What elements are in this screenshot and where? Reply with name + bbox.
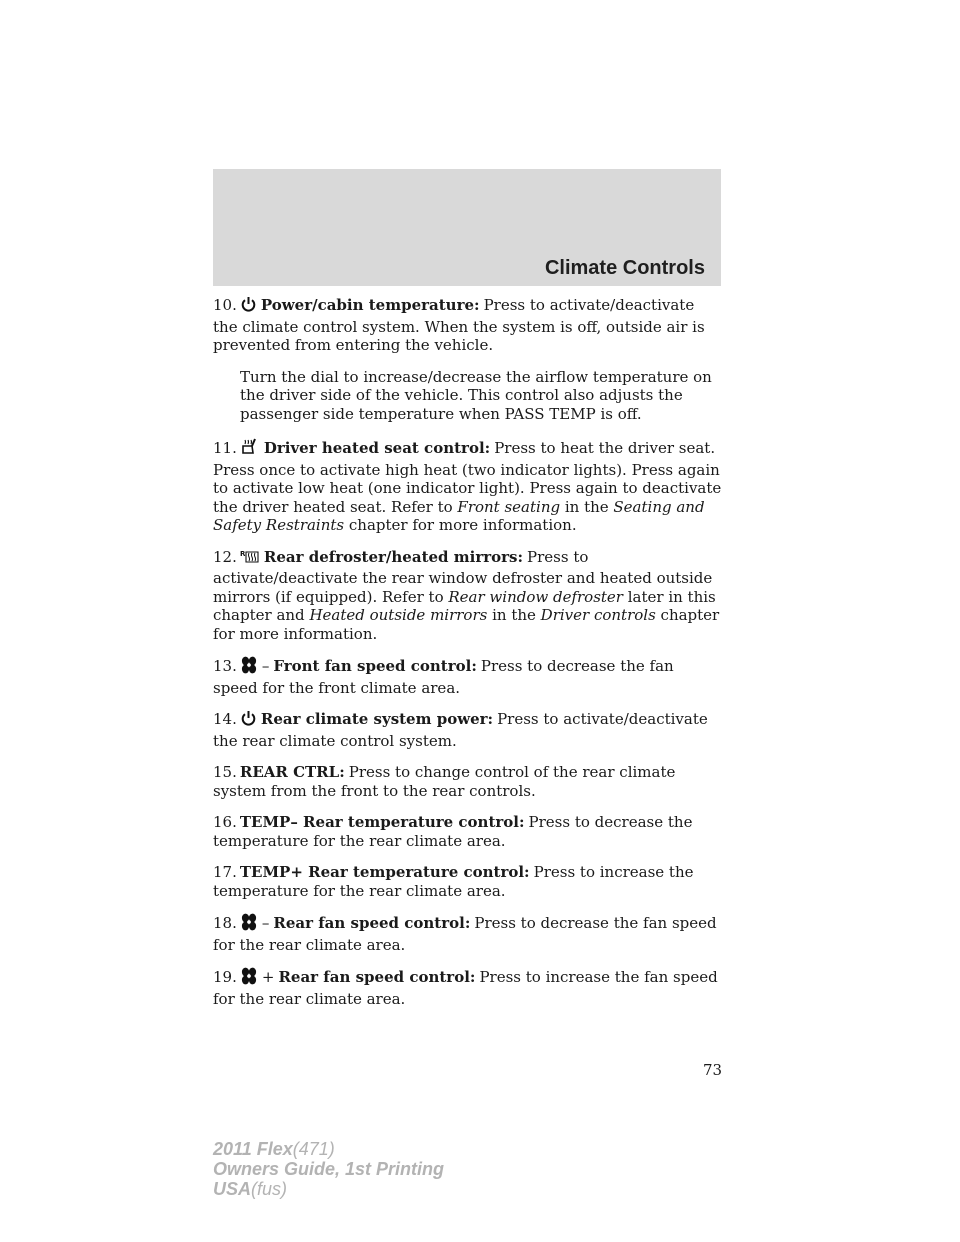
- item-text: Press to increase the temperature for the rear climate area.: [213, 863, 694, 900]
- item-number: 13.: [213, 657, 237, 675]
- fan-sign: –: [261, 914, 270, 932]
- item-text: Press to change control of the rear climate system from the front to the rear controls.: [213, 763, 676, 800]
- print-footer: [213, 1139, 444, 1199]
- item-number: 11.: [213, 439, 237, 457]
- footer-model: 2011 Flex: [213, 1139, 293, 1159]
- item-text: Press to activate/deactivate the climate control system. When the system is off, outside air is prevented from entering the vehicle.: [213, 296, 705, 354]
- cross-reference: Front seating: [457, 497, 561, 516]
- item-text: in the: [487, 606, 541, 624]
- list-item-15: [213, 763, 723, 800]
- list-item-10: [213, 296, 723, 355]
- power-icon: [240, 710, 257, 732]
- item-number: 16.: [213, 813, 237, 831]
- item-lead: Rear fan speed control:: [273, 914, 471, 932]
- fan-icon: [240, 913, 258, 936]
- item-lead: REAR CTRL:: [239, 763, 345, 781]
- item-text: Press to heat the driver seat. Press once to activate high heat (two indicator lights). Press again to activate low heat (one indicator light). Press again to deactivate the driver heated seat. Refer to: [213, 439, 722, 516]
- item-text: Press to decrease the fan speed for the front climate area.: [213, 657, 674, 697]
- page-content: [213, 296, 723, 1021]
- item-number: 10.: [213, 296, 237, 314]
- list-item-14: [213, 710, 723, 750]
- item-lead: Driver heated seat control:: [263, 439, 491, 457]
- item-lead: Rear defroster/heated mirrors:: [263, 547, 524, 566]
- list-item-12: [213, 548, 723, 644]
- item-text: chapter for more information.: [213, 606, 720, 643]
- fan-sign: –: [261, 657, 270, 675]
- list-item-18: [213, 913, 723, 954]
- item-number: 17.: [213, 863, 237, 881]
- item-text: Press to decrease the fan speed for the rear climate area.: [213, 914, 717, 954]
- footer-code: (471): [292, 1139, 335, 1159]
- fan-icon: [240, 656, 258, 679]
- cross-reference: Driver controls: [540, 606, 656, 624]
- item-text: Press to activate/deactivate the rear climate control system.: [213, 710, 708, 750]
- fan-sign: +: [261, 968, 275, 986]
- cross-reference: Seating and Safety Restraints: [213, 497, 705, 534]
- item-text: chapter for more information.: [344, 516, 577, 534]
- item-text: Press to increase the fan speed for the rear climate area.: [213, 968, 718, 1008]
- page-number: 73: [703, 1061, 723, 1079]
- item-text: Press to decrease the temperature for the rear climate area.: [213, 813, 693, 850]
- list-item-19: [213, 967, 723, 1008]
- footer-market-code: (fus): [251, 1179, 288, 1199]
- list-item-11: [213, 436, 723, 535]
- item-text: later in this chapter and: [213, 587, 716, 624]
- item-number: 12.: [213, 547, 237, 566]
- item-text: in the: [560, 497, 614, 516]
- chapter-header-band: [213, 169, 721, 286]
- svg-text:R: R: [239, 549, 246, 558]
- item-lead: Power/cabin temperature:: [260, 296, 480, 314]
- item-number: 15.: [213, 763, 237, 781]
- power-icon: [240, 296, 257, 318]
- footer-line-1: [213, 1139, 444, 1159]
- cross-reference: Rear window defroster: [448, 587, 623, 606]
- list-item-13: [213, 656, 723, 697]
- item-lead: TEMP– Rear temperature control:: [239, 813, 525, 831]
- item-lead: Rear fan speed control:: [278, 968, 476, 986]
- item-number: 14.: [213, 710, 237, 728]
- footer-line-3: [213, 1179, 444, 1199]
- item-10-note: Turn the dial to increase/decrease the airflow temperature on the driver side of the vehicle. This control also adjusts the passenger side temperature when PASS TEMP is off.: [240, 367, 712, 423]
- item-lead: Rear climate system power:: [260, 710, 494, 728]
- item-lead: TEMP+ Rear temperature control:: [239, 863, 530, 881]
- item-number: 19.: [213, 968, 237, 986]
- item-lead: Front fan speed control:: [273, 657, 477, 675]
- item-number: 18.: [213, 914, 237, 932]
- footer-market: USA: [213, 1179, 252, 1199]
- list-item-17: [213, 863, 723, 900]
- heated-seat-icon: [240, 436, 260, 461]
- rear-defrost-icon: [240, 549, 260, 570]
- chapter-title: Climate Controls: [544, 257, 705, 279]
- fan-icon: [240, 967, 258, 990]
- footer-line-2: Owners Guide, 1st Printing: [213, 1159, 445, 1179]
- item-text: Press to activate/deactivate the rear window defroster and heated outside mirrors (if equipped). Refer to: [213, 547, 713, 606]
- cross-reference: Heated outside mirrors: [309, 606, 488, 624]
- list-item-16: [213, 813, 723, 850]
